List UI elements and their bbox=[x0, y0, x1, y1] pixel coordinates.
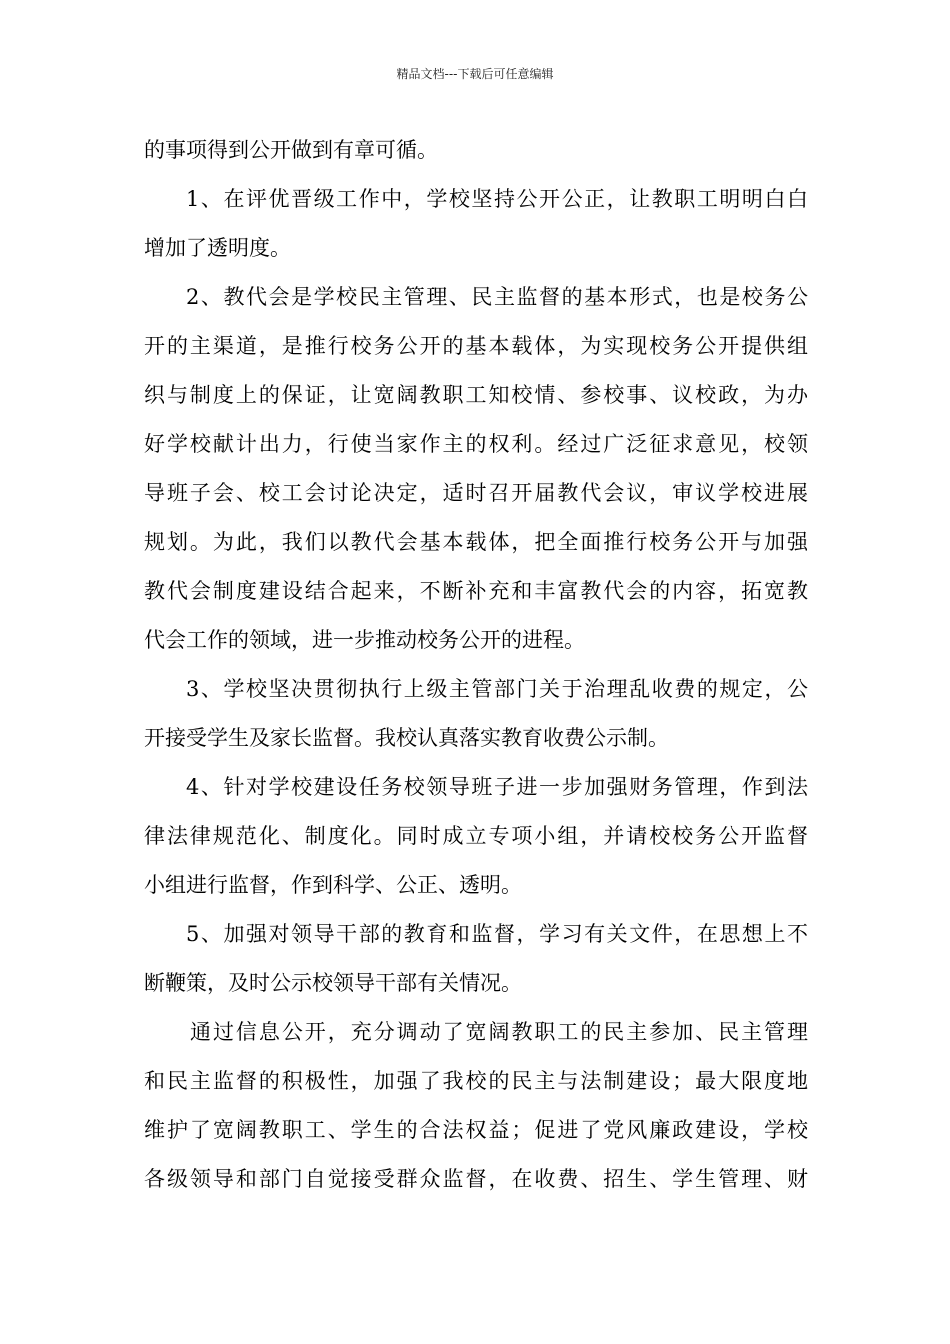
text-line: 通过信息公开，充分调动了宽阔教职工的民主参加、民主管理 bbox=[190, 1020, 808, 1044]
text-line: 1、在评优晋级工作中，学校坚持公开公正，让教职工明明白白 bbox=[186, 187, 808, 211]
text-line: 律法律规范化、制度化。同时成立专项小组，并请校校务公开监督 bbox=[144, 824, 808, 848]
text-line: 规划。为此，我们以教代会基本载体，把全面推行校务公开与加强 bbox=[144, 530, 808, 554]
text-line: 2、教代会是学校民主管理、民主监督的基本形式，也是校务公 bbox=[186, 285, 808, 309]
text-line: 和民主监督的积极性，加强了我校的民主与法制建设；最大限度地 bbox=[144, 1069, 808, 1093]
document-body bbox=[144, 126, 808, 1204]
text-line: 的事项得到公开做到有章可循。 bbox=[144, 138, 438, 162]
text-line: 小组进行监督，作到科学、公正、透明。 bbox=[144, 873, 522, 897]
text-line: 增加了透明度。 bbox=[144, 236, 291, 260]
text-line: 5、加强对领导干部的教育和监督，学习有关文件，在思想上不 bbox=[186, 922, 808, 946]
text-line: 织与制度上的保证，让宽阔教职工知校情、参校事、议校政，为办 bbox=[144, 383, 808, 407]
text-line: 开接受学生及家长监督。我校认真落实教育收费公示制。 bbox=[144, 726, 669, 750]
text-line: 开的主渠道，是推行校务公开的基本载体，为实现校务公开提供组 bbox=[144, 334, 808, 358]
text-line: 教代会制度建设结合起来，不断补充和丰富教代会的内容，拓宽教 bbox=[144, 579, 808, 603]
text-line: 3、学校坚决贯彻执行上级主管部门关于治理乱收费的规定，公 bbox=[186, 677, 808, 701]
text-line: 4、针对学校建设任务校领导班子进一步加强财务管理，作到法 bbox=[186, 775, 808, 799]
text-line: 代会工作的领域，进一步推动校务公开的进程。 bbox=[144, 628, 585, 652]
text-line: 导班子会、校工会讨论决定，适时召开届教代会议，审议学校进展 bbox=[144, 481, 808, 505]
text-line: 断鞭策，及时公示校领导干部有关情况。 bbox=[144, 971, 522, 995]
text-line: 好学校献计出力，行使当家作主的权利。经过广泛征求意见，校领 bbox=[144, 432, 808, 456]
text-line: 各级领导和部门自觉接受群众监督，在收费、招生、学生管理、财 bbox=[144, 1167, 808, 1191]
page-header: 精品文档---下载后可任意编辑 bbox=[396, 67, 554, 81]
text-line: 维护了宽阔教职工、学生的合法权益；促进了党风廉政建设，学校 bbox=[144, 1118, 808, 1142]
